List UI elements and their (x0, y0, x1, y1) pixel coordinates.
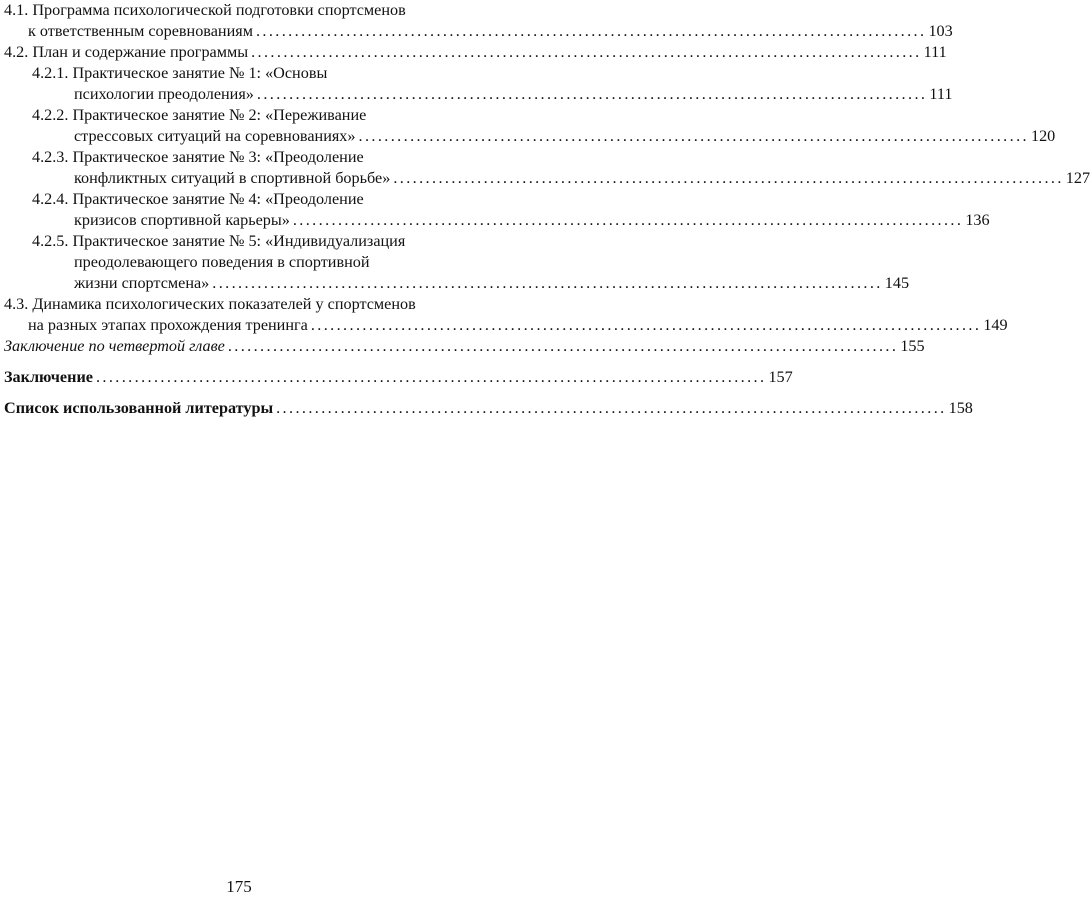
toc-entry-line (4, 0, 472, 21)
toc-entry-line (4, 84, 953, 105)
toc-entry-line (4, 252, 472, 273)
dot-leader: ........................................................................................................ (256, 85, 928, 103)
toc-entry-line (4, 168, 1090, 189)
toc-page-number: 103 (928, 22, 953, 40)
dot-leader: ........................................................................................................ (276, 399, 947, 417)
toc-entry-4-2-5[interactable] (4, 231, 910, 294)
toc-entry-title: 4.2. План и содержание программы (4, 43, 249, 61)
toc-entry-4-2-2[interactable] (4, 105, 1056, 147)
toc-page-number: 157 (768, 368, 793, 386)
toc-entry-chapter4-conclusion[interactable] (4, 336, 925, 357)
toc-entry-line (4, 336, 925, 357)
toc-entry-line (4, 189, 472, 210)
toc-entry-title: 4.2.4. Практическое занятие № 4: «Преодоление (32, 190, 364, 208)
toc-entry-title: 4.1. Программа психологической подготовки спортсменов (4, 1, 406, 19)
toc-entry-title-continued: стрессовых ситуаций на соревнованиях» (74, 127, 356, 145)
table-of-contents (4, 0, 1090, 419)
toc-entry-title-continued: на разных этапах прохождения тренинга (28, 316, 308, 334)
toc-entry-title-continued: кризисов спортивной карьеры» (74, 211, 290, 229)
toc-entry-line (4, 273, 910, 294)
toc-entry-title-continued: психологии преодоления» (74, 85, 254, 103)
page-number: 175 (226, 877, 252, 896)
toc-page-number: 111 (923, 43, 947, 61)
toc-entry-title-continued: конфликтных ситуаций в спортивной борьбе» (74, 169, 391, 187)
toc-entry-title: 4.3. Динамика психологических показателей у спортсменов (4, 295, 416, 313)
toc-entry-title: Заключение (4, 368, 93, 386)
toc-entry-line (4, 231, 472, 252)
dot-leader: ........................................................................................................ (251, 43, 922, 61)
toc-entry-title-continued: к ответственным соревнованиям (28, 22, 253, 40)
toc-entry-line (4, 294, 472, 315)
dot-leader: ........................................................................................................ (95, 368, 767, 386)
toc-entry-title: 4.2.3. Практическое занятие № 3: «Преодоление (32, 148, 364, 166)
dot-leader: ........................................................................................................ (255, 22, 927, 40)
dot-leader: ........................................................................................................ (393, 169, 1064, 187)
toc-entry-line (4, 398, 973, 419)
toc-entry-line (4, 126, 1056, 147)
toc-entry-conclusion[interactable] (4, 367, 793, 388)
toc-page-number: 149 (983, 316, 1008, 334)
toc-page-number: 158 (948, 399, 973, 417)
toc-entry-title: 4.2.2. Практическое занятие № 2: «Переживание (32, 106, 367, 124)
toc-entry-4-1[interactable] (4, 0, 953, 42)
toc-entry-line (4, 63, 472, 84)
toc-entry-4-3[interactable] (4, 294, 1008, 336)
toc-entry-title-continued: преодолевающего поведения в спортивной (74, 253, 370, 271)
toc-page-number: 120 (1030, 127, 1056, 145)
toc-page-number: 136 (965, 211, 990, 229)
toc-entry-title: 4.2.5. Практическое занятие № 5: «Индивидуализация (32, 232, 406, 250)
toc-page-number: 145 (884, 274, 910, 292)
toc-entry-title-continued: жизни спортсмена» (74, 274, 210, 292)
toc-entry-line (4, 315, 1008, 336)
dot-leader: ........................................................................................................ (212, 274, 883, 292)
toc-entry-title: Список использованной литературы (4, 399, 274, 417)
toc-entry-4-2-3[interactable] (4, 147, 1090, 189)
toc-entry-line (4, 42, 947, 63)
dot-leader: ........................................................................................................ (358, 127, 1029, 145)
toc-entry-line (4, 210, 990, 231)
toc-page-number: 111 (929, 85, 953, 103)
toc-entry-line (4, 105, 472, 126)
toc-entry-4-2[interactable] (4, 42, 947, 63)
toc-entry-4-2-4[interactable] (4, 189, 990, 231)
toc-page-number: 155 (900, 337, 925, 355)
toc-entry-line (4, 21, 953, 42)
toc-entry-title: Заключение по четвертой главе (4, 337, 225, 355)
dot-leader: ........................................................................................................ (310, 316, 982, 334)
toc-entry-line (4, 147, 472, 168)
toc-entry-references[interactable] (4, 398, 973, 419)
toc-page-number: 127 (1065, 169, 1090, 187)
toc-entry-line (4, 367, 793, 388)
toc-entry-title: 4.2.1. Практическое занятие № 1: «Основы (32, 64, 328, 82)
toc-entry-4-2-1[interactable] (4, 63, 953, 105)
dot-leader: ........................................................................................................ (227, 337, 899, 355)
dot-leader: ........................................................................................................ (292, 211, 964, 229)
